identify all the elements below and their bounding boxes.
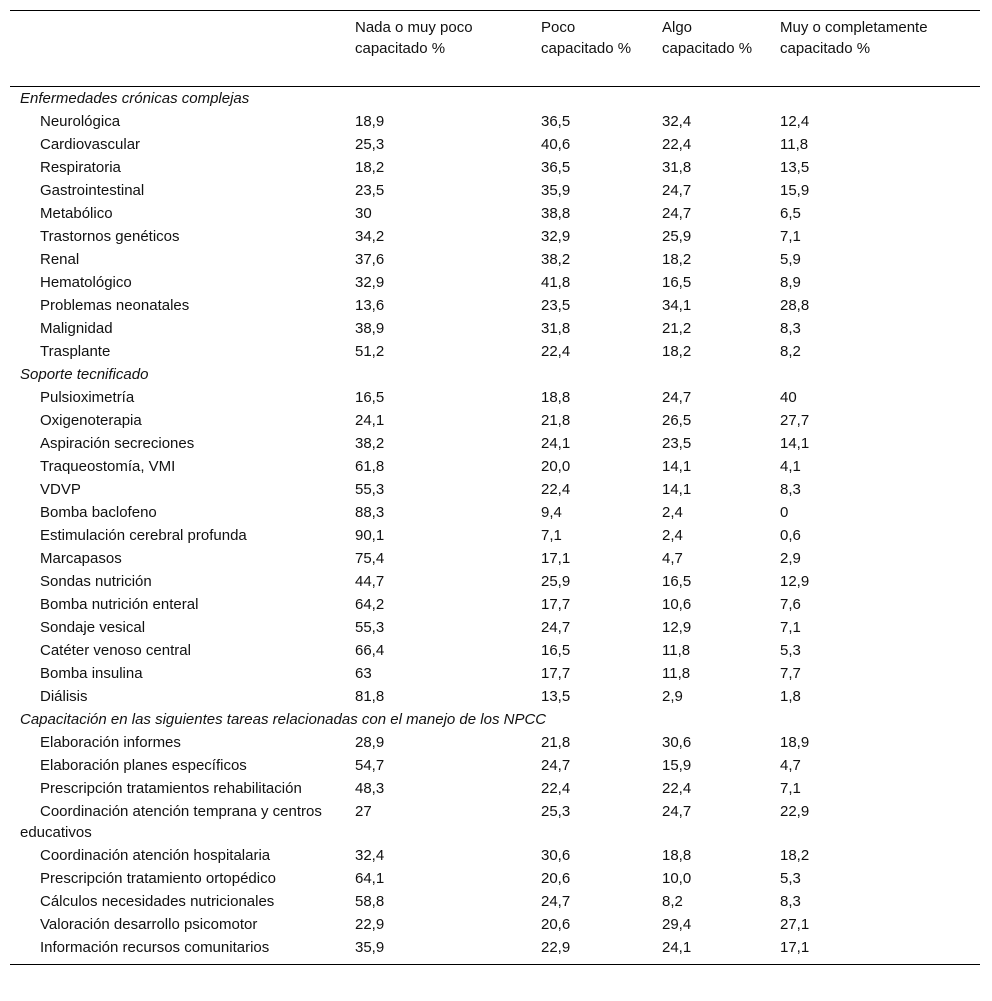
table-body (10, 87, 980, 965)
header-row (10, 11, 980, 87)
row-label: Gastrointestinal (40, 182, 145, 199)
value-cell: 15,9 (662, 757, 692, 774)
value-cell: 23,5 (541, 297, 571, 314)
value-cell: 18,9 (780, 734, 810, 751)
value-cell: 58,8 (355, 893, 385, 910)
header-muy: Muy o completamente capacitado % (780, 19, 928, 57)
value-cell: 28,9 (355, 734, 385, 751)
value-cell: 54,7 (355, 757, 385, 774)
value-cell: 64,1 (355, 870, 385, 887)
table-row (10, 731, 980, 754)
value-cell: 24,1 (541, 435, 571, 452)
value-cell: 15,9 (780, 182, 810, 199)
value-cell: 14,1 (662, 481, 692, 498)
row-label: Bomba nutrición enteral (40, 596, 199, 613)
table-row (10, 225, 980, 248)
value-cell: 25,3 (355, 136, 385, 153)
value-cell: 16,5 (541, 642, 571, 659)
value-cell: 20,0 (541, 458, 571, 475)
table-row (10, 936, 980, 965)
value-cell: 13,5 (780, 159, 810, 176)
table-row (10, 867, 980, 890)
value-cell: 21,2 (662, 320, 692, 337)
header-algo: Algo capacitado % (662, 19, 753, 57)
value-cell: 12,4 (780, 113, 810, 130)
value-cell: 8,3 (780, 893, 801, 910)
value-cell: 51,2 (355, 343, 385, 360)
value-cell: 38,8 (541, 205, 571, 222)
value-cell: 24,7 (541, 757, 571, 774)
row-label: Bomba baclofeno (40, 504, 157, 521)
value-cell: 40,6 (541, 136, 571, 153)
row-label: Neurológica (40, 113, 121, 130)
value-cell: 18,8 (541, 389, 571, 406)
value-cell: 34,2 (355, 228, 385, 245)
section-title: Enfermedades crónicas complejas (20, 90, 250, 107)
value-cell: 12,9 (662, 619, 692, 636)
value-cell: 22,9 (541, 939, 571, 956)
value-cell: 8,9 (780, 274, 801, 291)
value-cell: 21,8 (541, 734, 571, 751)
value-cell: 27 (355, 803, 372, 820)
value-cell: 40 (780, 389, 797, 406)
header-cell-empty (10, 11, 345, 87)
section-title: Soporte tecnificado (20, 366, 149, 383)
row-label: Elaboración informes (40, 734, 181, 751)
table-row (10, 271, 980, 294)
row-label: Oxigenoterapia (40, 412, 142, 429)
value-cell: 22,4 (541, 481, 571, 498)
row-label: Hematológico (40, 274, 132, 291)
row-label: Estimulación cerebral profunda (40, 527, 247, 544)
value-cell: 11,8 (662, 642, 691, 659)
table-row (10, 754, 980, 777)
value-cell: 36,5 (541, 113, 571, 130)
row-label: Diálisis (40, 688, 88, 705)
row-label: Malignidad (40, 320, 113, 337)
value-cell: 30,6 (662, 734, 692, 751)
value-cell: 36,5 (541, 159, 571, 176)
row-label: Información recursos comunitarios (40, 939, 270, 956)
row-label: Traqueostomía, VMI (40, 458, 176, 475)
value-cell: 18,2 (355, 159, 385, 176)
value-cell: 7,1 (780, 780, 801, 797)
row-label: Catéter venoso central (40, 642, 191, 659)
value-cell: 12,9 (780, 573, 810, 590)
data-table (10, 10, 980, 965)
value-cell: 8,3 (780, 320, 801, 337)
table-row (10, 593, 980, 616)
value-cell: 24,7 (662, 389, 692, 406)
value-cell: 2,4 (662, 504, 683, 521)
table-row (10, 662, 980, 685)
table-row (10, 110, 980, 133)
table-row (10, 455, 980, 478)
value-cell: 4,7 (662, 550, 683, 567)
header-poco: Poco capacitado % (541, 19, 632, 57)
header-nada: Nada o muy poco capacitado % (355, 19, 473, 57)
value-cell: 18,2 (662, 343, 692, 360)
value-cell: 32,4 (355, 847, 385, 864)
value-cell: 63 (355, 665, 372, 682)
value-cell: 22,4 (662, 780, 692, 797)
value-cell: 35,9 (541, 182, 571, 199)
value-cell: 64,2 (355, 596, 385, 613)
value-cell: 17,1 (780, 939, 810, 956)
value-cell: 32,9 (355, 274, 385, 291)
row-label: Bomba insulina (40, 665, 143, 682)
value-cell: 27,7 (780, 412, 810, 429)
value-cell: 31,8 (662, 159, 692, 176)
value-cell: 38,9 (355, 320, 385, 337)
value-cell: 5,3 (780, 642, 801, 659)
value-cell: 2,9 (780, 550, 801, 567)
value-cell: 44,7 (355, 573, 385, 590)
section-row (10, 87, 980, 111)
value-cell: 24,7 (541, 619, 571, 636)
table-row (10, 340, 980, 363)
value-cell: 0 (780, 504, 789, 521)
value-cell: 20,6 (541, 870, 571, 887)
row-label: Coordinación atención temprana y centros educativos (20, 803, 322, 841)
value-cell: 55,3 (355, 619, 385, 636)
value-cell: 30,6 (541, 847, 571, 864)
row-label: Problemas neonatales (40, 297, 190, 314)
value-cell: 14,1 (780, 435, 810, 452)
value-cell: 90,1 (355, 527, 385, 544)
value-cell: 24,7 (662, 182, 692, 199)
value-cell: 17,7 (541, 596, 571, 613)
row-label: Sondaje vesical (40, 619, 146, 636)
value-cell: 75,4 (355, 550, 385, 567)
row-label: Metabólico (40, 205, 113, 222)
value-cell: 24,7 (541, 893, 571, 910)
row-label: Prescripción tratamiento ortopédico (40, 870, 276, 887)
table-row (10, 386, 980, 409)
value-cell: 34,1 (662, 297, 692, 314)
value-cell: 14,1 (662, 458, 692, 475)
value-cell: 32,9 (541, 228, 571, 245)
value-cell: 8,3 (780, 481, 801, 498)
value-cell: 4,1 (780, 458, 801, 475)
value-cell: 5,3 (780, 870, 801, 887)
value-cell: 7,1 (780, 619, 801, 636)
row-label: Elaboración planes específicos (40, 757, 247, 774)
row-label: Renal (40, 251, 80, 268)
row-label: Valoración desarrollo psicomotor (40, 916, 258, 933)
table-row (10, 179, 980, 202)
value-cell: 6,5 (780, 205, 801, 222)
table-row (10, 890, 980, 913)
row-label: Respiratoria (40, 159, 121, 176)
value-cell: 2,9 (662, 688, 683, 705)
value-cell: 37,6 (355, 251, 385, 268)
table-row (10, 202, 980, 225)
value-cell: 29,4 (662, 916, 692, 933)
value-cell: 7,7 (780, 665, 801, 682)
value-cell: 18,8 (662, 847, 692, 864)
table-row (10, 547, 980, 570)
value-cell: 7,1 (541, 527, 562, 544)
table-container (10, 10, 980, 965)
value-cell: 30 (355, 205, 372, 222)
value-cell: 11,8 (780, 136, 809, 153)
row-label: Aspiración secreciones (40, 435, 195, 452)
value-cell: 11,8 (662, 665, 691, 682)
value-cell: 21,8 (541, 412, 571, 429)
row-label: Prescripción tratamientos rehabilitación (40, 780, 302, 797)
value-cell: 22,4 (662, 136, 692, 153)
table-row (10, 800, 980, 844)
value-cell: 17,1 (541, 550, 571, 567)
value-cell: 38,2 (541, 251, 571, 268)
value-cell: 13,5 (541, 688, 571, 705)
value-cell: 7,6 (780, 596, 801, 613)
table-row (10, 248, 980, 271)
table-row (10, 317, 980, 340)
value-cell: 81,8 (355, 688, 385, 705)
value-cell: 27,1 (780, 916, 810, 933)
value-cell: 23,5 (662, 435, 692, 452)
value-cell: 18,9 (355, 113, 385, 130)
value-cell: 24,7 (662, 205, 692, 222)
value-cell: 18,2 (780, 847, 810, 864)
row-label: Cálculos necesidades nutricionales (40, 893, 275, 910)
value-cell: 18,2 (662, 251, 692, 268)
value-cell: 28,8 (780, 297, 810, 314)
value-cell: 8,2 (662, 893, 683, 910)
value-cell: 25,9 (662, 228, 692, 245)
row-label: Pulsioximetría (40, 389, 135, 406)
value-cell: 31,8 (541, 320, 571, 337)
row-label: VDVP (40, 481, 81, 498)
value-cell: 26,5 (662, 412, 692, 429)
table-row (10, 524, 980, 547)
value-cell: 35,9 (355, 939, 385, 956)
value-cell: 5,9 (780, 251, 801, 268)
value-cell: 2,4 (662, 527, 683, 544)
value-cell: 9,4 (541, 504, 562, 521)
row-label: Sondas nutrición (40, 573, 152, 590)
value-cell: 13,6 (355, 297, 385, 314)
table-row (10, 616, 980, 639)
table-row (10, 156, 980, 179)
value-cell: 17,7 (541, 665, 571, 682)
table-row (10, 501, 980, 524)
table-row (10, 409, 980, 432)
value-cell: 10,0 (662, 870, 692, 887)
value-cell: 66,4 (355, 642, 385, 659)
row-label: Trasplante (40, 343, 111, 360)
value-cell: 20,6 (541, 916, 571, 933)
value-cell: 23,5 (355, 182, 385, 199)
value-cell: 24,1 (662, 939, 692, 956)
value-cell: 22,9 (355, 916, 385, 933)
value-cell: 41,8 (541, 274, 571, 291)
section-row (10, 708, 980, 731)
table-row (10, 685, 980, 708)
value-cell: 16,5 (662, 274, 692, 291)
value-cell: 24,7 (662, 803, 692, 820)
value-cell: 22,9 (780, 803, 810, 820)
table-header (10, 11, 980, 87)
table-row (10, 570, 980, 593)
value-cell: 24,1 (355, 412, 385, 429)
value-cell: 25,9 (541, 573, 571, 590)
table-row (10, 913, 980, 936)
value-cell: 10,6 (662, 596, 692, 613)
table-row (10, 844, 980, 867)
value-cell: 8,2 (780, 343, 801, 360)
row-label: Trastornos genéticos (40, 228, 180, 245)
value-cell: 61,8 (355, 458, 385, 475)
table-row (10, 777, 980, 800)
value-cell: 22,4 (541, 343, 571, 360)
value-cell: 16,5 (355, 389, 385, 406)
section-title: Capacitación en las siguientes tareas relacionadas con el manejo de los NPCC (20, 711, 547, 728)
value-cell: 55,3 (355, 481, 385, 498)
value-cell: 4,7 (780, 757, 801, 774)
value-cell: 88,3 (355, 504, 385, 521)
value-cell: 22,4 (541, 780, 571, 797)
table-row (10, 478, 980, 501)
section-row (10, 363, 980, 386)
value-cell: 25,3 (541, 803, 571, 820)
value-cell: 1,8 (780, 688, 801, 705)
table-row (10, 133, 980, 156)
value-cell: 7,1 (780, 228, 801, 245)
table-row (10, 432, 980, 455)
row-label: Cardiovascular (40, 136, 141, 153)
value-cell: 32,4 (662, 113, 692, 130)
table-row (10, 639, 980, 662)
value-cell: 48,3 (355, 780, 385, 797)
value-cell: 0,6 (780, 527, 801, 544)
table-row (10, 294, 980, 317)
value-cell: 16,5 (662, 573, 692, 590)
row-label: Coordinación atención hospitalaria (40, 847, 271, 864)
value-cell: 38,2 (355, 435, 385, 452)
row-label: Marcapasos (40, 550, 122, 567)
